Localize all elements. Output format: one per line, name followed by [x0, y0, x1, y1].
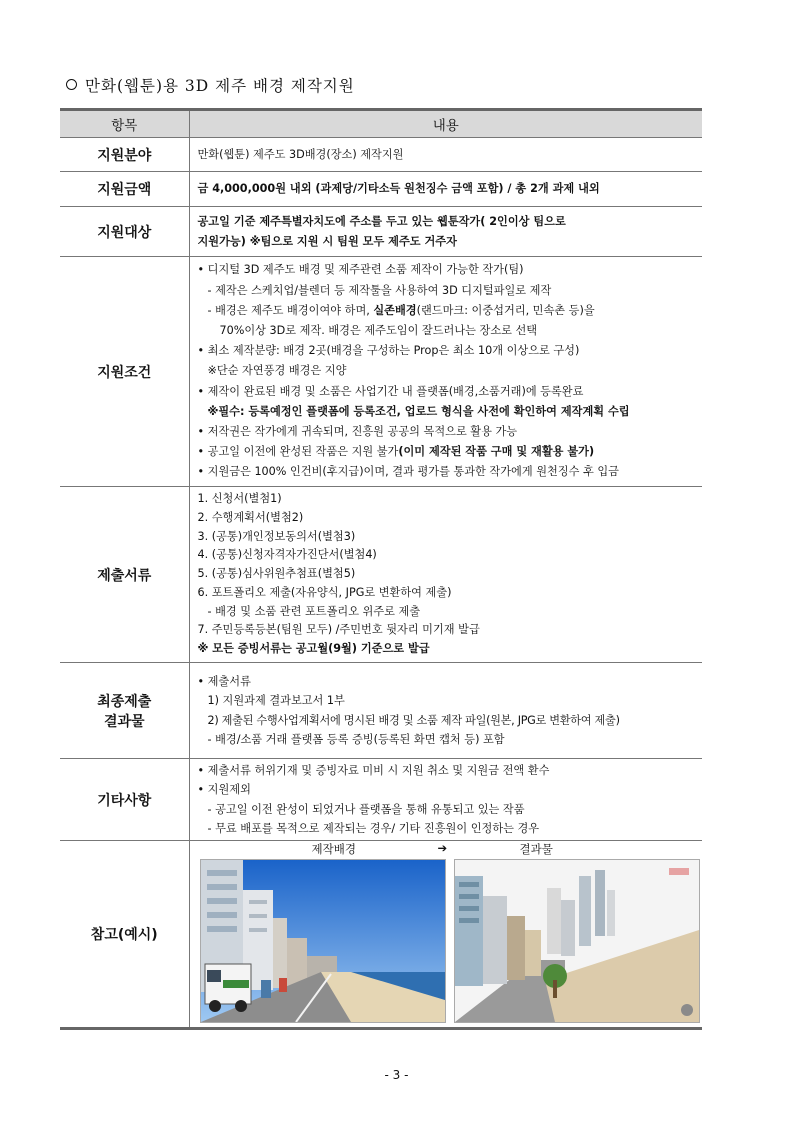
row-label: 지원대상: [60, 207, 189, 257]
row-label: 제출서류: [60, 487, 189, 663]
row-label: 지원금액: [60, 172, 189, 207]
table-header-row: [60, 110, 702, 138]
content-line: ※ 모든 증빙서류는 공고월(9월) 기준으로 발급: [197, 641, 430, 655]
section-heading: [66, 74, 355, 96]
content-text: - 배경은 제주도 배경이여야 하며,: [207, 303, 374, 317]
content-line: 70%이상 3D로 제작. 배경은 제주도임이 잘드러나는 장소로 선택: [219, 323, 538, 337]
content-line: - 배경/소품 거래 플랫폼 등록 증빙(등록된 화면 캡처 등) 포함: [207, 733, 505, 746]
content-line: - 배경 및 소품 관련 포트폴리오 위주로 제출: [207, 604, 421, 618]
content-line: • 저작권은 작가에게 귀속되며, 진흥원 공공의 목적으로 활용 가능: [197, 425, 518, 438]
content-line: 3. (공통)개인정보동의서(별첨3): [197, 529, 356, 543]
content-line: 만화(웹툰) 제주도 3D배경(장소) 제작지원: [197, 147, 404, 161]
row-target: [60, 207, 702, 257]
content-line: 6. 포트폴리오 제출(자유양식, JPG로 변환하여 제출): [197, 585, 452, 599]
3d-render: [454, 859, 700, 1023]
row-reference: [60, 841, 702, 1029]
row-label: 지원분야: [60, 138, 189, 172]
reference-images: [194, 841, 699, 1027]
content-line: 2. 수행계획서(별첨2): [197, 511, 304, 525]
content-line: ※필수: 등록예정인 플랫폼에 등록조건, 업로드 형식을 사전에 확인하여 제작계획 수립: [207, 404, 630, 418]
content-line: • 제출서류 허위기재 및 증빙자료 미비 시 지원 취소 및 지원금 전액 환수: [197, 763, 550, 777]
beach-street-photo: [200, 859, 446, 1023]
content-line: 금 4,000,000원 내외 (과제당/기타소득 원천징수 금액 포함) / 총 2개 과제 내외: [197, 182, 600, 196]
row-content: [189, 172, 702, 207]
content-line: • 제출서류: [197, 674, 251, 688]
row-content: [189, 207, 702, 257]
row-label-line: 최종제출: [97, 693, 152, 710]
content-line: [198, 442, 703, 462]
support-table: [60, 108, 702, 1030]
content-line: - 공고일 이전 완성이 되었거나 플랫폼을 통해 유통되고 있는 작품: [207, 802, 525, 816]
row-label: 기타사항: [60, 759, 189, 841]
row-label: 지원조건: [60, 257, 189, 487]
content-line: • 지원제외: [197, 783, 251, 796]
content-emphasis: (이미 제작된 작품 구매 및 재활용 불가): [398, 445, 595, 459]
row-label: [60, 663, 189, 759]
content-emphasis: 실존배경: [373, 303, 417, 317]
content-line: 7. 주민등록등본(팀원 모두) /주민번호 뒷자리 미기재 발급: [197, 623, 480, 637]
content-line: • 최소 제작분량: 배경 2곳(배경을 구성하는 Prop은 최소 10개 이상으로 구성): [197, 344, 580, 358]
content-text: • 공고일 이전에 완성된 작품은 지원 불가: [197, 445, 399, 459]
content-line: 공고일 기준 제주특별자치도에 주소를 두고 있는 웹툰작가( 2인이상 팀으로: [197, 215, 566, 228]
row-field: [60, 138, 702, 172]
content-line: 1) 지원과제 결과보고서 1부: [207, 694, 345, 707]
content-line: 1. 신청서(별첨1): [197, 492, 282, 506]
caption-after: 결과물: [519, 842, 553, 856]
content-text: (랜드마크: 이중섭거리, 민속촌 등)을: [416, 303, 595, 317]
row-documents: [60, 487, 702, 663]
content-line: [198, 301, 703, 321]
row-content: [189, 257, 702, 487]
content-line: - 제작은 스케치업/블렌더 등 제작툴을 사용하여 3D 디지털파일로 제작: [207, 283, 552, 297]
row-content: [189, 138, 702, 172]
content-line: 5. (공통)심사위원추첨표(별첨5): [197, 567, 356, 581]
content-line: • 디지털 3D 제주도 배경 및 제주관련 소품 제작이 가능한 작가(팀): [197, 263, 524, 277]
row-content: [189, 487, 702, 663]
content-line: - 무료 배포를 목적으로 제작되는 경우/ 기타 진흥원이 인정하는 경우: [207, 822, 540, 835]
section-heading-text: 만화(웹툰)용 3D 제주 배경 제작지원: [85, 77, 355, 95]
row-etc: [60, 759, 702, 841]
content-line: 2) 제출된 수행사업계획서에 명시된 배경 및 소품 제작 파일(원본, JPG로 변환하여 제출): [207, 713, 620, 727]
content-line: • 제작이 완료된 배경 및 소품은 사업기간 내 플랫폼(배경,소품거래)에 등록완료: [197, 384, 584, 398]
caption-before: 제작배경: [311, 842, 356, 856]
content-line: ※단순 자연풍경 배경은 지양: [207, 364, 347, 378]
row-content: [189, 759, 702, 841]
row-label: 참고(예시): [60, 841, 189, 1029]
content-line: 4. (공통)신청자격자가진단서(별첨4): [197, 548, 377, 562]
page-number: - 3 -: [384, 1068, 409, 1082]
arrow-right-icon: ➔: [437, 841, 448, 855]
circle-bullet-icon: [66, 79, 77, 90]
content-line: 지원가능) ※팀으로 지원 시 팀원 모두 제주도 거주자: [197, 234, 457, 248]
content-line: • 지원금은 100% 인건비(후지급)이며, 결과 평가를 통과한 작가에게 원천징수 후 입금: [197, 465, 619, 479]
row-final: [60, 663, 702, 759]
header-content: 내용: [189, 110, 702, 138]
row-conditions: [60, 257, 702, 487]
row-content: [189, 663, 702, 759]
row-content: [189, 841, 702, 1029]
header-item: 항목: [60, 110, 189, 138]
row-label-line: 결과물: [103, 713, 145, 730]
row-amount: [60, 172, 702, 207]
